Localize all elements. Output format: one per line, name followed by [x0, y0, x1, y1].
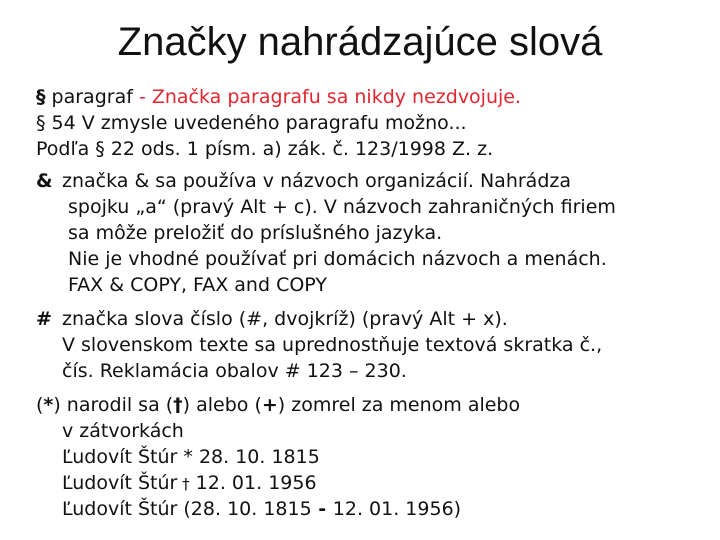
birth-line-1: [36, 392, 520, 418]
star-symbol: *: [43, 394, 54, 416]
hash-mark: #: [36, 308, 52, 330]
birth-text-3: ) zomrel za menom alebo: [277, 394, 521, 416]
section-line-2: § 54 V zmysle uvedeného paragrafu možno...: [36, 112, 467, 134]
ampersand-line-4: Nie je vhodné používať pri domácich názvoch a menách.: [68, 248, 607, 270]
section-note: - Značka paragrafu sa nikdy nezdvojuje.: [132, 86, 522, 108]
birth-line-2: v zátvorkách: [62, 420, 184, 442]
ampersand-line-3: sa môže preložiť do príslušného jazyka.: [68, 222, 443, 244]
hash-line-3: čís. Reklamácia obalov # 123 – 230.: [62, 360, 407, 382]
example-line-3: [62, 496, 461, 522]
example-line-2: [62, 470, 317, 497]
section-line-3: Podľa § 22 ods. 1 písm. a) zák. č. 123/1998 Z. z.: [36, 138, 494, 160]
date-range-dash: -: [311, 498, 333, 520]
section-mark: §: [36, 86, 46, 108]
example-date: * 28. 10. 1815: [177, 446, 320, 468]
example-name: Ľudovít Štúr: [62, 472, 178, 494]
birth-paren: (: [36, 394, 44, 416]
ampersand-mark: &: [36, 170, 53, 192]
plus-symbol: +: [261, 394, 278, 416]
section-term: paragraf: [51, 86, 133, 108]
cross-symbol: †: [177, 475, 190, 493]
example-text: Ľudovít Štúr (28. 10. 1815: [62, 498, 312, 520]
cross-symbol: †: [173, 394, 183, 416]
example-name: Ľudovít Štúr: [62, 446, 178, 468]
ampersand-line-5: FAX & COPY, FAX and COPY: [68, 274, 327, 296]
example-date: 12. 01. 1956): [332, 498, 462, 520]
birth-text-1: ) narodil sa (: [53, 394, 174, 416]
hash-line-1: značka slova číslo (#, dvojkríž) (pravý Alt + x).: [62, 308, 508, 330]
ampersand-line-1: značka & sa používa v názvoch organizácií. Nahrádza: [62, 170, 571, 192]
birth-text-2: ) alebo (: [182, 394, 262, 416]
page-title: Značky nahrádzajúce slová: [117, 20, 603, 64]
hash-line-2: V slovenskom texte sa uprednostňuje textová skratka č.,: [62, 334, 603, 356]
example-date: 12. 01. 1956: [189, 472, 317, 494]
ampersand-line-2: spojku „a“ (pravý Alt + c). V názvoch zahraničných firiem: [68, 196, 616, 218]
example-line-1: [62, 444, 320, 470]
section-line-1: [36, 84, 521, 110]
